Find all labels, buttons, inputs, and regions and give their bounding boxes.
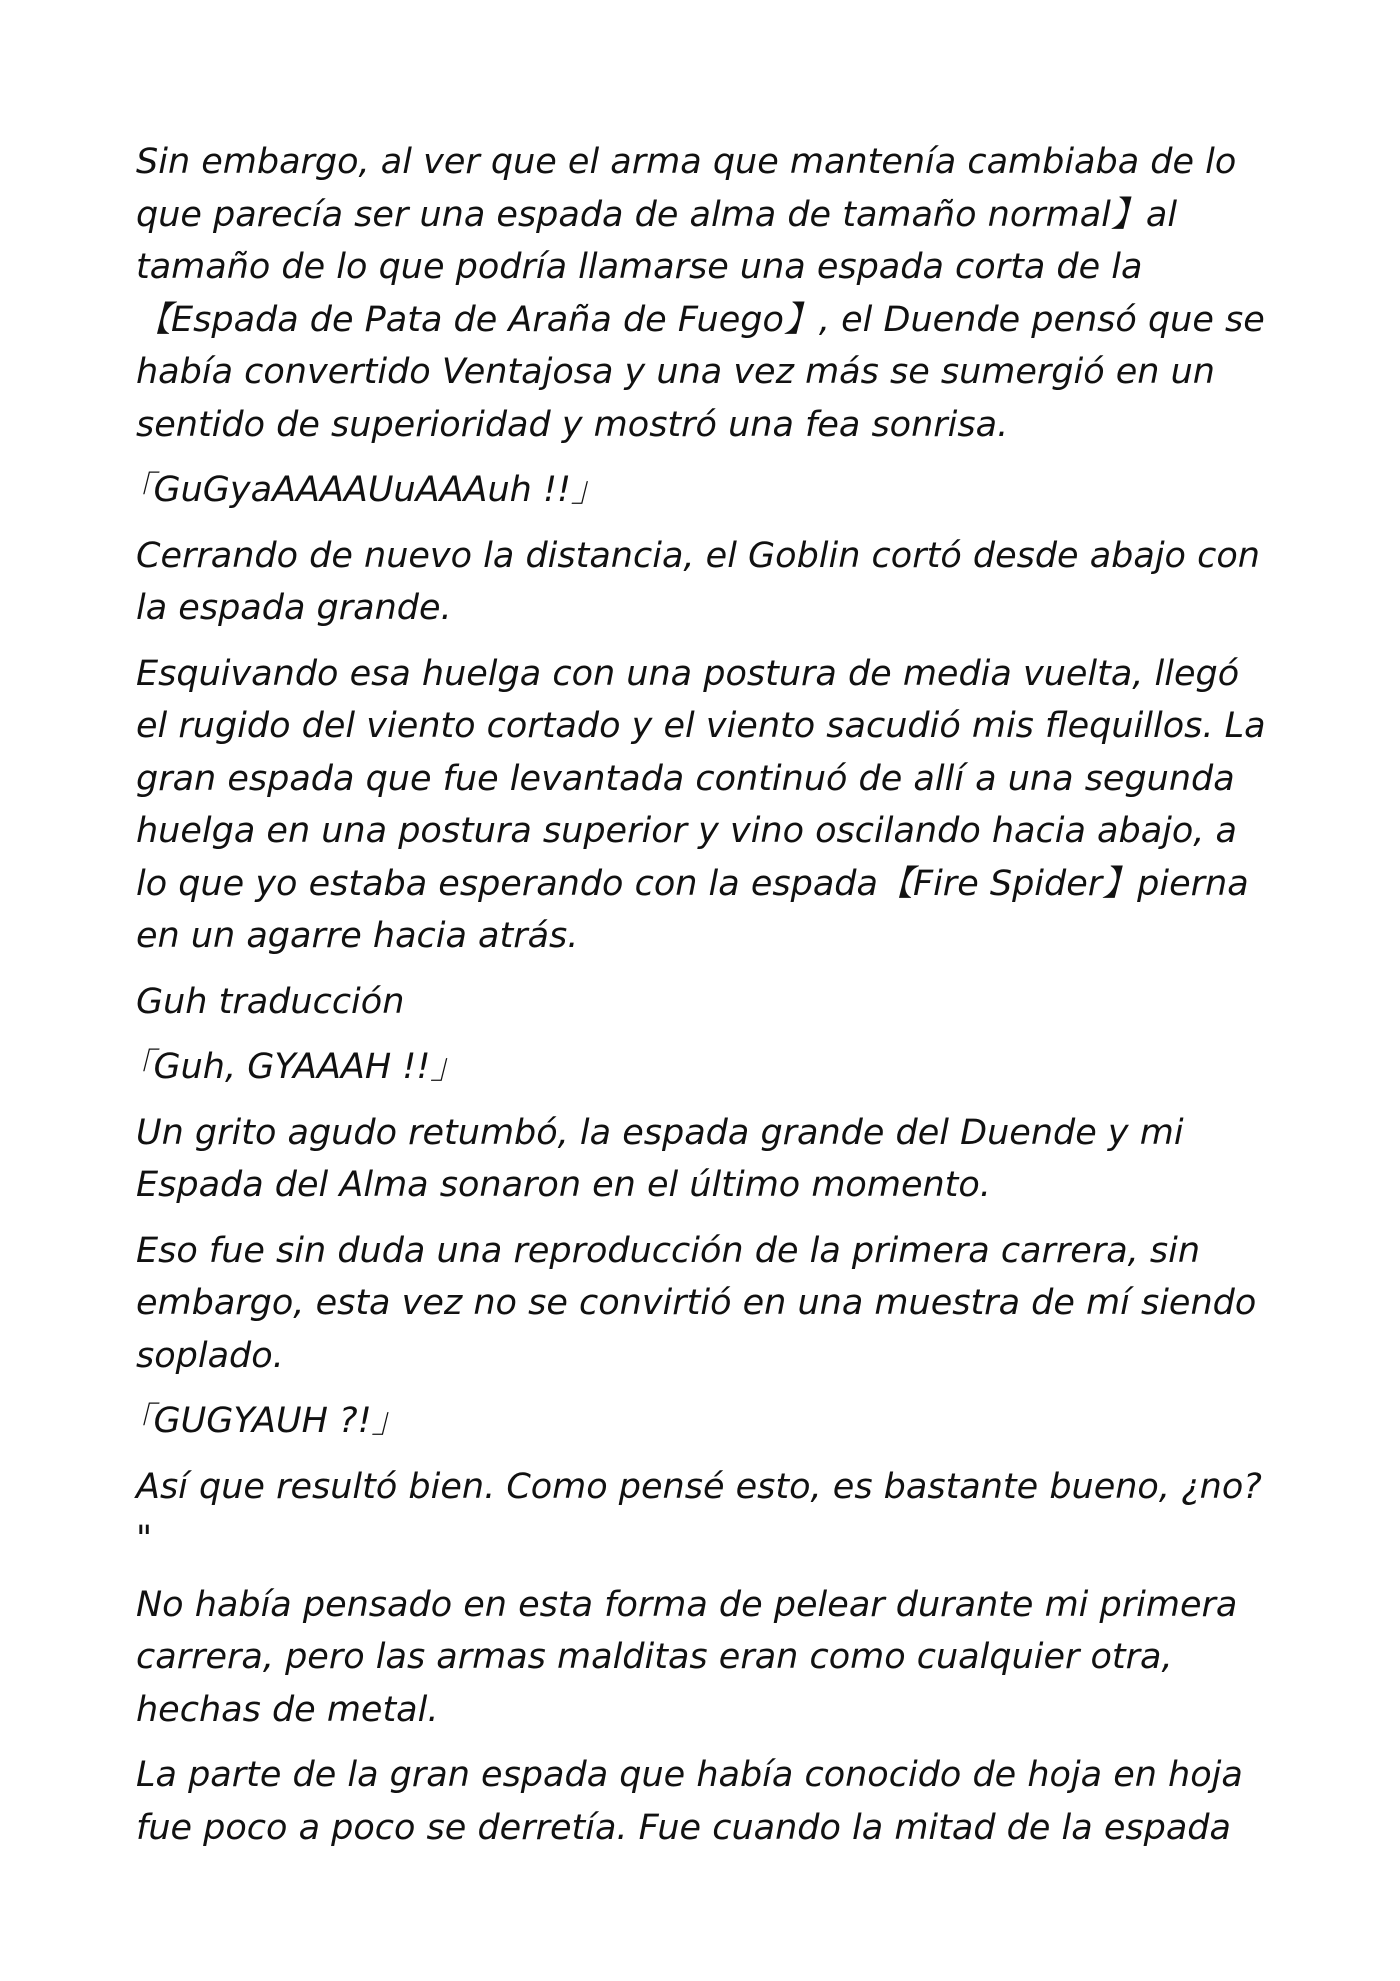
paragraph-12: La parte de la gran espada que había conocido de hoja en hoja fue poco a poco se derretía. Fue cuando la mitad de la espada	[136, 1755, 1243, 1848]
paragraph-5: Guh traducción	[136, 981, 405, 1022]
paragraph-4: Esquivando esa huelga con una postura de media vuelta, llegó el rugido del viento cortado y el viento sacudió mis flequillos. La gran espada que fue levantada continuó de allí a una segunda huelga en una postura superior y vino oscilando hacia abajo, a lo que yo estaba esperando con la espada【Fire Spider】pierna en un agarre hacia atrás.	[136, 653, 1266, 956]
paragraph-2: ｢GuGyaAAAAUuAAAuh !!｣	[136, 470, 589, 510]
document-body	[136, 136, 1276, 1867]
paragraph-11: No había pensado en esta forma de pelear durante mi primera carrera, pero las armas malditas eran como cualquier otra, hechas de metal.	[136, 1584, 1238, 1730]
paragraph-10: Así que resultó bien. Como pensé esto, es bastante bueno, ¿no? "	[136, 1466, 1262, 1559]
paragraph-6: ｢Guh, GYAAAH !!｣	[136, 1047, 448, 1087]
paragraph-3: Cerrando de nuevo la distancia, el Goblin cortó desde abajo con la espada grande.	[136, 535, 1260, 628]
paragraph-1: Sin embargo, al ver que el arma que mantenía cambiaba de lo que parecía ser una espada de alma de tamaño normal】al tamaño de lo que podría llamarse una espada corta de la【Espada de Pata de Araña de Fuego】, el Duende pensó que se había convertido Ventajosa y una vez más se sumergió en un sentido de superioridad y mostró una fea sonrisa.	[136, 142, 1265, 445]
paragraph-9: ｢GUGYAUH ?!｣	[136, 1401, 390, 1441]
paragraph-8: Eso fue sin duda una reproducción de la primera carrera, sin embargo, esta vez no se convirtió en una muestra de mí siendo soplado.	[136, 1230, 1257, 1376]
paragraph-7: Un grito agudo retumbó, la espada grande del Duende y mi Espada del Alma sonaron en el último momento.	[136, 1112, 1184, 1205]
